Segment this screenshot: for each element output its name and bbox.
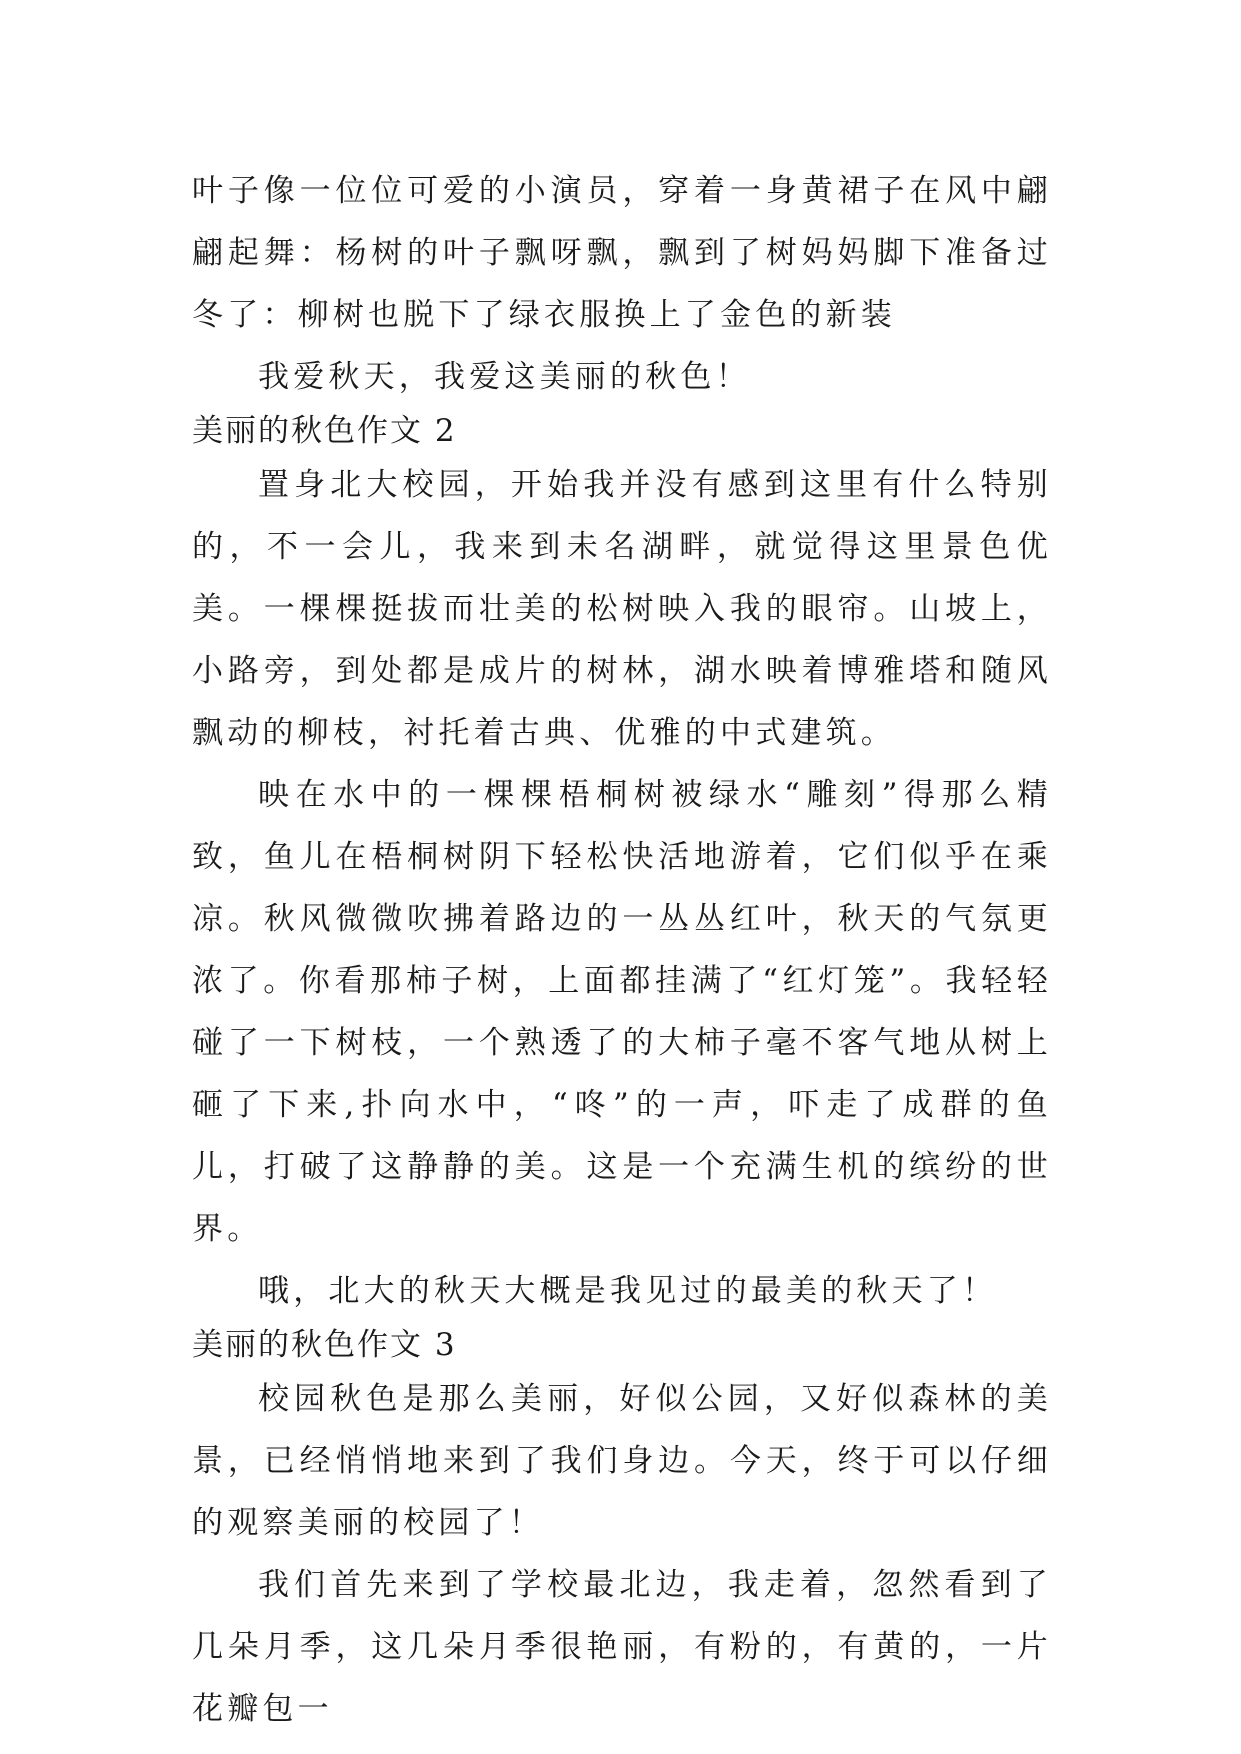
paragraph: 我们首先来到了学校最北边，我走着，忽然看到了几朵月季，这几朵月季很艳丽，有粉的，有黄的，一片花瓣包一 [192,1567,1052,1727]
paragraph: 置身北大校园，开始我并没有感到这里有什么特别的，不一会儿，我来到未名湖畔，就觉得这里景色优美。一棵棵挺拔而壮美的松树映入我的眼帘。山坡上，小路旁，到处都是成片的树林，湖水映着博雅塔和随风飘动的柳枝，衬托着古典、优雅的中式建筑。 [192,467,1052,751]
paragraph: 哦，北大的秋天大概是我见过的最美的秋天了！ [258,1273,998,1309]
paragraph: 校园秋色是那么美丽，好似公园，又好似森林的美景，已经悄悄地来到了我们身边。今天，终于可以仔细的观察美丽的校园了！ [192,1381,1052,1541]
section-heading: 美丽的秋色作文 3 [192,1327,457,1363]
paragraph: 我爱秋天，我爱这美丽的秋色！ [258,359,751,395]
section-heading: 美丽的秋色作文 2 [192,413,457,449]
document-page [192,160,1052,1740]
paragraph: 映在水中的一棵棵梧桐树被绿水“雕刻”得那么精致，鱼儿在梧桐树阴下轻松快活地游着，它们似乎在乘凉。秋风微微吹拂着路边的一丛丛红叶，秋天的气氛更浓了。你看那柿子树，上面都挂满了“红灯笼”。我轻轻碰了一下树枝，一个熟透了的大柿子毫不客气地从树上砸了下来,扑向水中，“咚”的一声，吓走了成群的鱼儿，打破了这静静的美。这是一个充满生机的缤纷的世界。 [192,777,1052,1247]
paragraph: 叶子像一位位可爱的小演员，穿着一身黄裙子在风中翩翩起舞：杨树的叶子飘呀飘，飘到了树妈妈脚下准备过冬了：柳树也脱下了绿衣服换上了金色的新装 [192,173,1052,333]
